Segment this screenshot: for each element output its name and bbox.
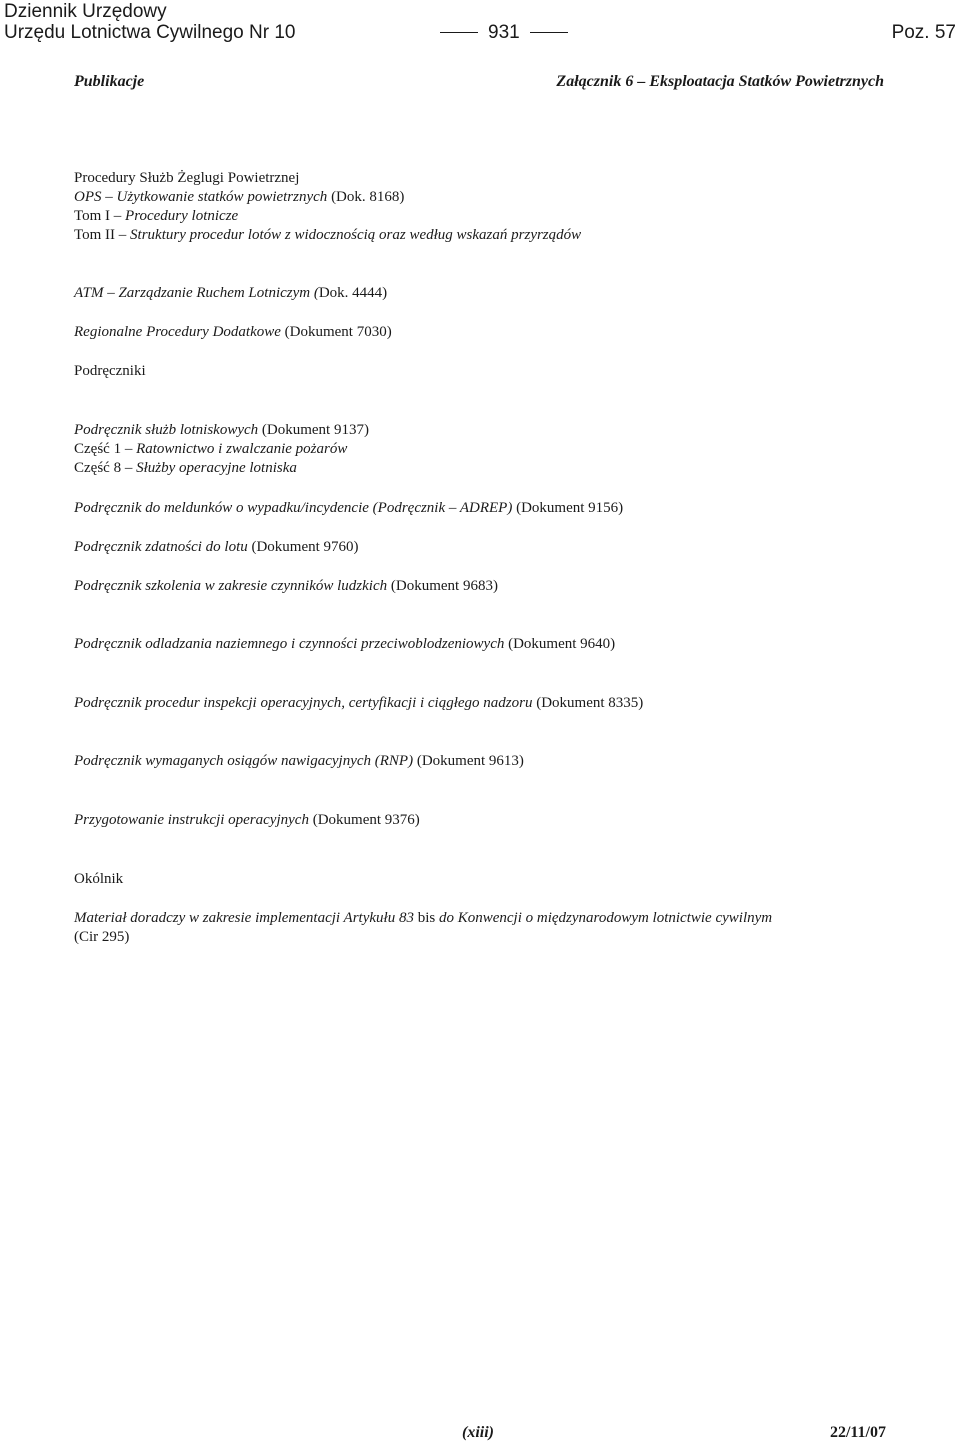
list-item: Przygotowanie instrukcji operacyjnych (Dokument 9376) — [74, 812, 420, 828]
section-right-heading: Załącznik 6 – Eksploatacja Statków Powietrznych — [556, 73, 884, 90]
dash-right — [530, 32, 568, 33]
list-item: Podręcznik szkolenia w zakresie czynników ludzkich (Dokument 9683) — [74, 578, 498, 594]
ops-line: OPS – Użytkowanie statków powietrznych (Dok. 8168) — [74, 189, 405, 205]
tom2-line: Tom II – Struktury procedur lotów z widocznością oraz według wskazań przyrządów — [74, 227, 582, 243]
footer-date: 22/11/07 — [829, 1424, 886, 1441]
list-item: Podręcznik wymaganych osiągów nawigacyjnych (RNP) (Dokument 9613) — [74, 753, 524, 769]
list-item: Podręcznik do meldunków o wypadku/incydencie (Podręcznik – ADREP) (Dokument 9156) — [74, 500, 624, 516]
footer-page: (xiii) — [462, 1424, 494, 1441]
dash-left — [440, 32, 478, 33]
list-item: Podręcznik zdatności do lotu (Dokument 9760) — [74, 539, 359, 555]
journal-title: Dziennik Urzędowy — [4, 1, 167, 22]
circular-line: Materiał doradczy w zakresie implementacji Artykułu 83 bis do Konwencji o międzynarodowym lotnictwie cywilnym — [74, 910, 773, 926]
page-number: 931 — [430, 22, 578, 43]
block-title: Procedury Służb Żeglugi Powietrznej — [74, 170, 300, 186]
circular-ref: (Cir 295) — [74, 929, 130, 945]
regional-line: Regionalne Procedury Dodatkowe (Dokument 7030) — [74, 324, 392, 340]
list-item: Podręcznik odladzania naziemnego i czynności przeciwoblodzeniowych (Dokument 9640) — [74, 636, 616, 652]
position-number: Poz. 57 — [891, 22, 956, 43]
atm-line: ATM – Zarządzanie Ruchem Lotniczym (Dok. 4444) — [74, 285, 388, 301]
podreczniki-heading: Podręczniki — [74, 363, 146, 379]
part1-line: Część 1 – Ratownictwo i zwalczanie pożarów — [74, 441, 348, 457]
okolnik-heading: Okólnik — [74, 871, 124, 887]
journal-subtitle: Urzędu Lotnictwa Cywilnego Nr 10 — [4, 22, 296, 43]
list-item: Podręcznik procedur inspekcji operacyjnych, certyfikacji i ciągłego nadzoru (Dokument 8335) — [74, 695, 644, 711]
part8-line: Część 8 – Służby operacyjne lotniska — [74, 460, 297, 476]
airport-services-line: Podręcznik służb lotniskowych (Dokument 9137) — [74, 422, 369, 438]
tom1-line: Tom I – Procedury lotnicze — [74, 208, 239, 224]
section-left-heading: Publikacje — [74, 73, 145, 90]
